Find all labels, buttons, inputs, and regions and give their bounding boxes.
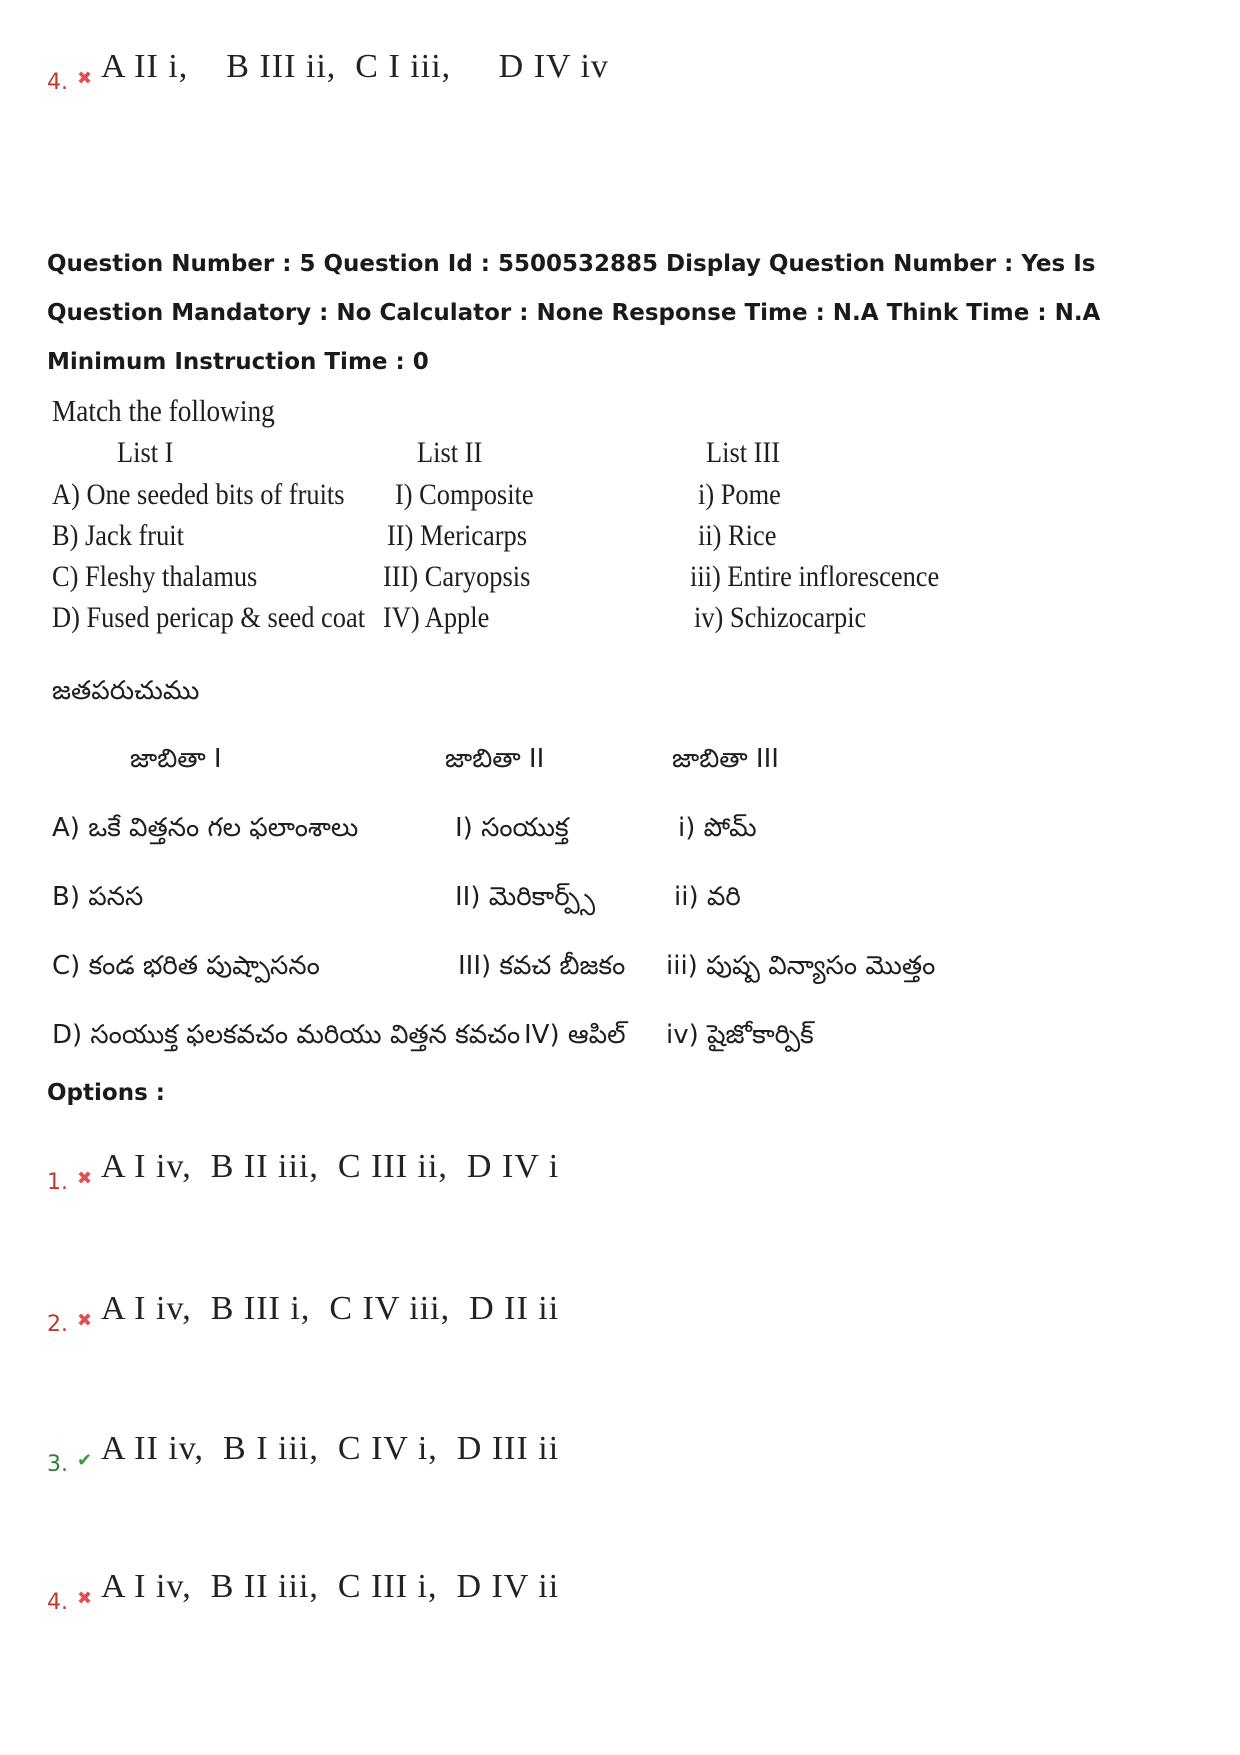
option-3[interactable] — [47, 1430, 559, 1477]
telugu-row-a-col3: i) పోమ్ — [678, 813, 757, 843]
english-row-c-col1: C) Fleshy thalamus — [52, 560, 258, 593]
wrong-icon: ✖ — [77, 68, 93, 89]
english-row-c-col2: III) Caryopsis — [383, 560, 531, 593]
english-header-2: List II — [417, 436, 483, 469]
option-number: 3. — [47, 1452, 68, 1477]
english-row-b-col2: II) Mericarps — [387, 519, 528, 552]
options-label: Options : — [47, 1080, 165, 1106]
telugu-row-d-col1: D) సంయుక్త ఫలకవచం మరియు విత్తన కవచం — [52, 1020, 521, 1050]
option-1[interactable] — [47, 1148, 559, 1195]
question-meta: Question Number : 5 Question Id : 5500532885 Display Question Number : Yes Is Question Mandatory : No Calculator : None Response Time : N.A Think Time : N.A Minimum Instruction Time : 0 — [47, 251, 1101, 375]
telugu-row-c-col1: C) కండ భరిత పుష్పాసనం — [52, 951, 320, 981]
english-header-1: List I — [117, 436, 174, 469]
english-row-b-col3: ii) Rice — [698, 519, 777, 552]
option-number: 4. — [47, 70, 68, 95]
option-4[interactable] — [47, 1568, 559, 1615]
option-number: 1. — [47, 1170, 68, 1195]
english-row-a-col3: i) Pome — [698, 478, 781, 511]
telugu-row-b-col2: II) మెరికార్ప్స్ — [455, 882, 596, 912]
prev-option-4 — [47, 48, 609, 95]
telugu-title: జతపరుచుము — [52, 676, 200, 706]
telugu-header-2: జాబితా II — [445, 744, 545, 774]
english-row-a-col1: A) One seeded bits of fruits — [52, 478, 345, 511]
wrong-icon: ✖ — [77, 1588, 93, 1609]
english-row-b-col1: B) Jack fruit — [52, 519, 184, 552]
english-header-3: List III — [706, 436, 781, 469]
option-text: A I iv, B II iii, C III i, D IV ii — [101, 1568, 560, 1605]
english-row-d-col2: IV) Apple — [383, 601, 490, 634]
english-row-a-col2: I) Composite — [395, 478, 534, 511]
telugu-header-1: జాబితా I — [130, 744, 222, 774]
option-text: A II iv, B I iii, C IV i, D III ii — [101, 1430, 560, 1467]
telugu-row-b-col3: ii) వరి — [674, 882, 741, 912]
wrong-icon: ✖ — [77, 1168, 93, 1189]
option-number: 4. — [47, 1590, 68, 1615]
option-text: A II i, B III ii, C I iii, D IV iv — [101, 48, 609, 85]
english-title: Match the following — [52, 393, 275, 428]
option-number: 2. — [47, 1312, 68, 1337]
option-text: A I iv, B II iii, C III ii, D IV i — [101, 1148, 560, 1185]
telugu-row-c-col2: III) కవచ బీజకం — [458, 951, 626, 981]
check-icon: ✔ — [77, 1450, 93, 1471]
telugu-row-d-col3: iv) షైజోకార్పిక్ — [666, 1020, 814, 1050]
telugu-row-c-col3: iii) పుష్ప విన్యాసం మొత్తం — [666, 951, 936, 981]
telugu-row-b-col1: B) పనస — [52, 882, 144, 912]
english-row-d-col1: D) Fused pericap & seed coat — [52, 601, 366, 634]
telugu-row-d-col2: IV) ఆపిల్ — [524, 1020, 626, 1050]
option-text: A I iv, B III i, C IV iii, D II ii — [101, 1290, 560, 1327]
option-2[interactable] — [47, 1290, 559, 1337]
telugu-row-a-col2: I) సంయుక్త — [455, 813, 569, 843]
english-row-c-col3: iii) Entire inflorescence — [690, 560, 940, 593]
english-row-d-col3: iv) Schizocarpic — [694, 601, 867, 634]
telugu-row-a-col1: A) ఒకే విత్తనం గల ఫలాంశాలు — [52, 813, 359, 843]
telugu-header-3: జాబితా III — [672, 744, 779, 774]
wrong-icon: ✖ — [77, 1310, 93, 1331]
